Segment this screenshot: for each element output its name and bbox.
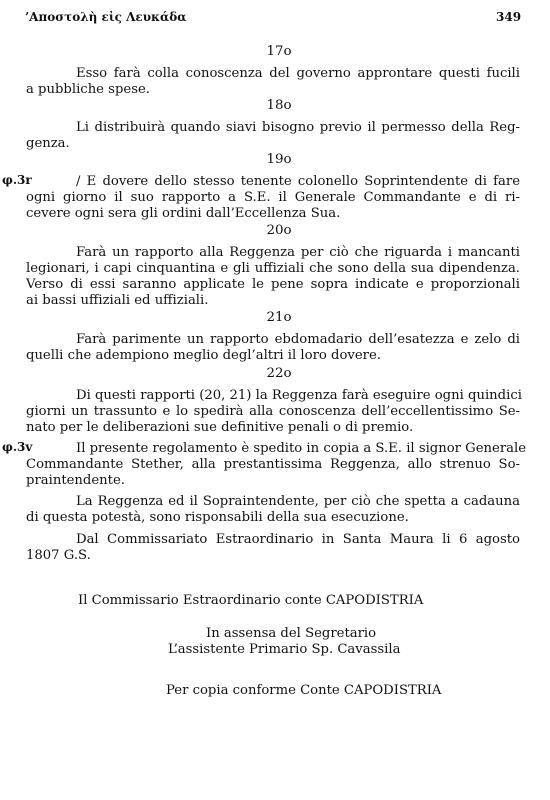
paragraph-line: Esso farà colla conoscenza del governo approntare questi fucili bbox=[76, 66, 520, 81]
paragraph-line: praintendente. bbox=[26, 473, 125, 488]
section-number-20: 20o bbox=[266, 223, 292, 238]
paragraph-line: La Reggenza ed il Sopraintendente, per ciò che spetta a cadauna bbox=[76, 494, 520, 509]
section-number-22: 22o bbox=[266, 366, 292, 381]
section-number-18: 18o bbox=[266, 98, 292, 113]
paragraph-line: Farà un rapporto alla Reggenza per ciò che riguarda i mancanti bbox=[76, 245, 520, 260]
paragraph-line: Verso di essi saranno applicate le pene sopra indicate e proporzionali bbox=[26, 277, 520, 292]
paragraph-line: nato per le deliberazioni sue definitive penali o di premio. bbox=[26, 420, 414, 435]
signature-copy-conforme: Per copia conforme Conte CAPODISTRIA bbox=[166, 683, 442, 698]
paragraph-line: giorni un trassunto e lo spedirà alla conoscenza dell’eccellentissimo Se- bbox=[26, 404, 520, 419]
paragraph-line: / E dovere dello stesso tenente colonello Soprintendente di fare bbox=[76, 174, 520, 189]
paragraph-line: genza. bbox=[26, 136, 70, 151]
paragraph-line: cevere ogni sera gli ordini dall’Eccellenza Sua. bbox=[26, 206, 341, 221]
margin-note-folio: φ.3v bbox=[2, 440, 33, 454]
paragraph-line: Dal Commissariato Estraordinario in Santa Maura li 6 agosto bbox=[76, 532, 520, 547]
paragraph-line: 1807 G.S. bbox=[26, 548, 91, 563]
margin-note-folio: φ.3r bbox=[2, 173, 32, 187]
paragraph-line: Di questi rapporti (20, 21) la Reggenza farà eseguire ogni quindici bbox=[76, 388, 522, 403]
signature-commissioner: Il Commissario Estraordinario conte CAPODISTRIA bbox=[78, 593, 424, 608]
page-number: 349 bbox=[496, 10, 522, 24]
paragraph-line: Farà parimente un rapporto ebdomadario dell’esatezza e zelo di bbox=[76, 332, 520, 347]
paragraph-line: Il presente regolamento è spedito in copia a S.E. il signor Generale bbox=[76, 441, 527, 456]
paragraph-line: Li distribuirà quando siavi bisogno previo il permesso della Reg- bbox=[76, 120, 520, 135]
paragraph-line: a pubbliche spese. bbox=[26, 82, 150, 97]
section-number-19: 19o bbox=[266, 152, 292, 167]
paragraph-line: legionari, i capi cinquantina e gli uffiziali che sono della sua dipendenza. bbox=[26, 261, 520, 276]
section-number-21: 21o bbox=[266, 310, 292, 325]
signature-assistant: L’assistente Primario Sp. Cavassila bbox=[168, 642, 401, 657]
paragraph-line: di questa potestà, sono risponsabili della sua esecuzione. bbox=[26, 510, 409, 525]
paragraph-line: Commandante Stether, alla prestantissima Reggenza, allo strenuo So- bbox=[26, 457, 520, 472]
running-header-title: ’Αποστολὴ εἰς Λευκάδα bbox=[25, 10, 187, 24]
signature-absence-note: In assensa del Segretario bbox=[206, 626, 377, 641]
paragraph-line: ai bassi uffiziali ed uffiziali. bbox=[26, 293, 209, 308]
paragraph-line: quelli che adempiono meglio degl’altri il loro dovere. bbox=[26, 348, 381, 363]
paragraph-line: ogni giorno il suo rapporto a S.E. il Generale Commandante e di ri- bbox=[26, 190, 520, 205]
section-number-17: 17o bbox=[266, 44, 292, 59]
